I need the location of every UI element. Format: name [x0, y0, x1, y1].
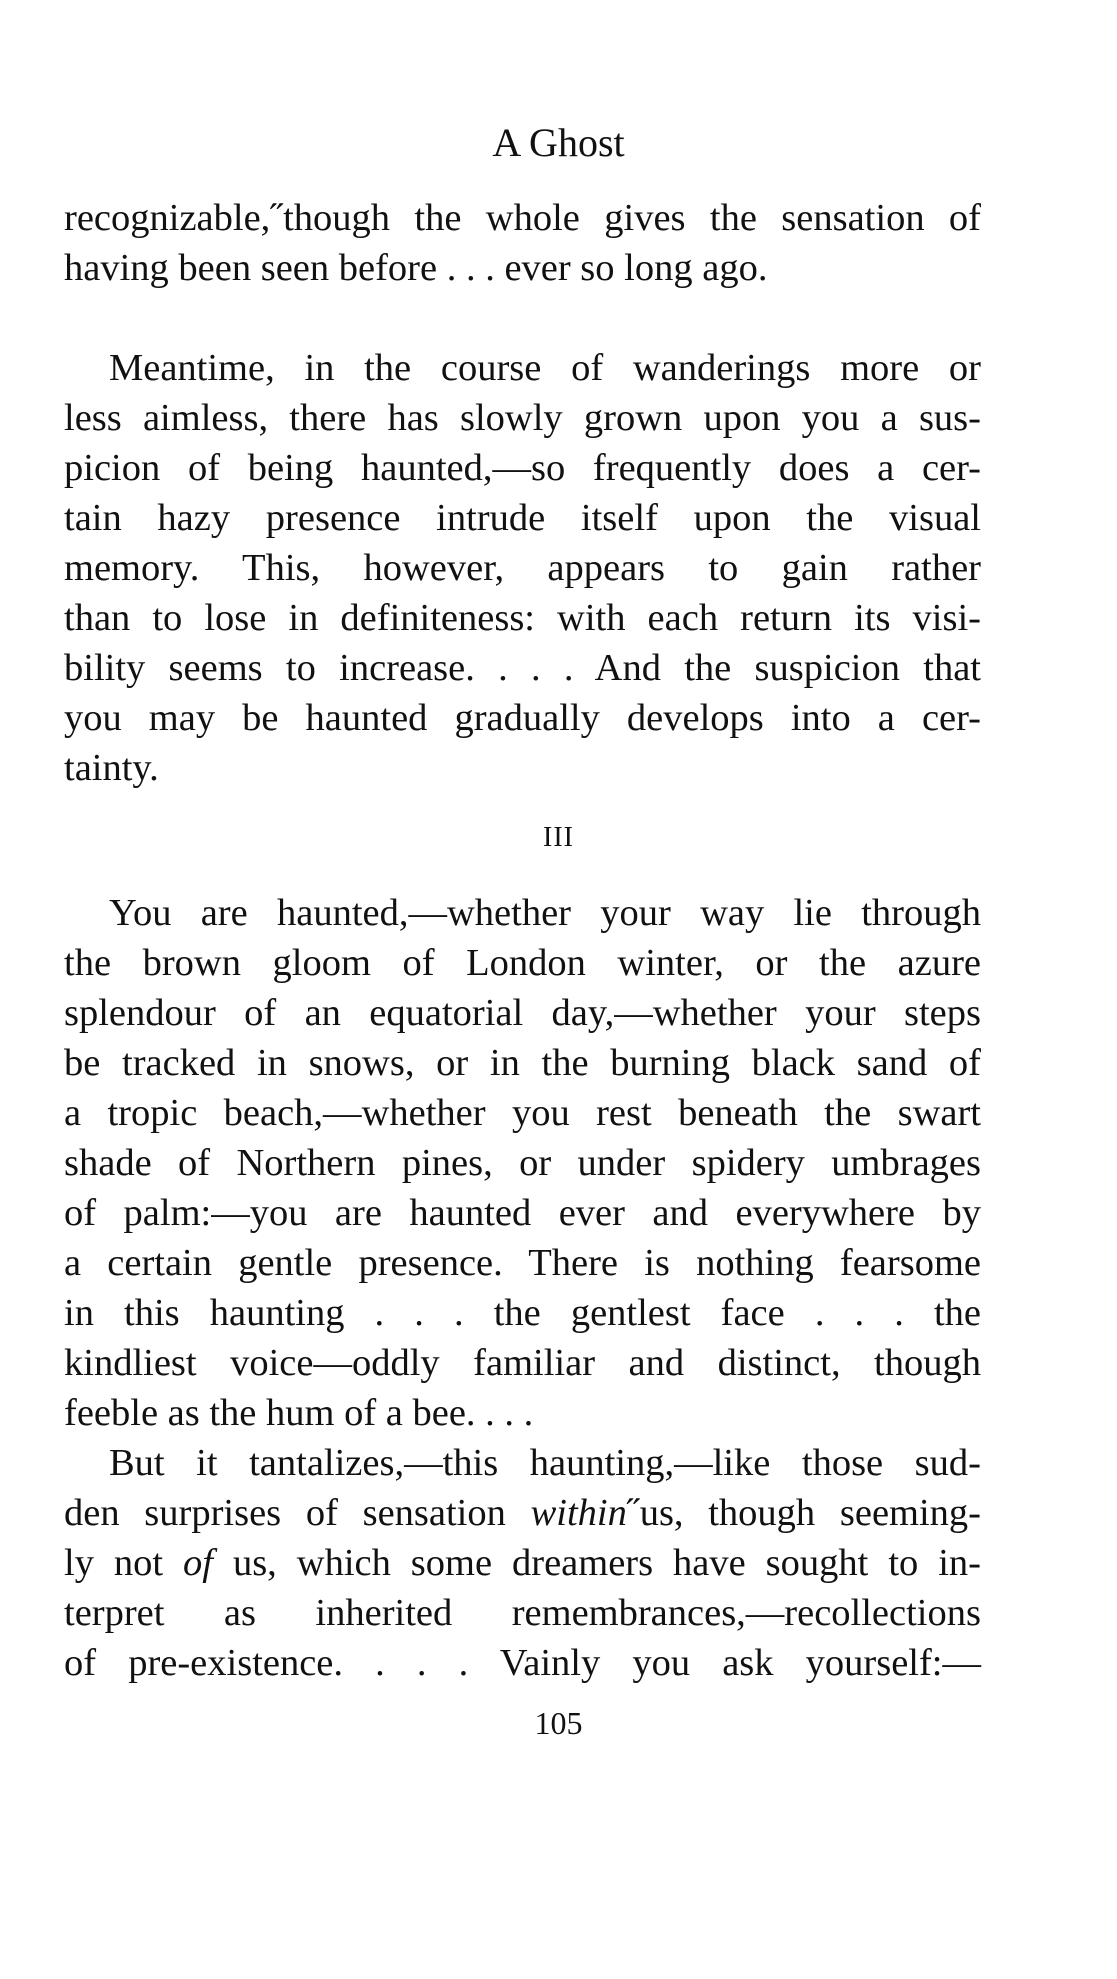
text-line: of pre-existence. . . . Vainly you ask yourself:—	[64, 1642, 981, 1684]
text-line: the brown gloom of London winter, or the azure	[64, 942, 981, 984]
text-line: of palm:—you are haunted ever and everywhere by	[64, 1192, 981, 1234]
text-line: recognizable,˝though the whole gives the sensation of	[64, 197, 981, 239]
text-line: tain hazy presence intrude itself upon the visual	[64, 497, 981, 539]
print-mark: ˝	[626, 1492, 640, 1534]
italic-word: within	[530, 1492, 627, 1534]
text-line: terpret as inherited remembrances,—recollections	[64, 1592, 981, 1634]
text-line: a tropic beach,—whether you rest beneath the swart	[64, 1092, 981, 1134]
text-line: in this haunting . . . the gentlest face . . . the	[64, 1292, 981, 1334]
paragraph-continued	[64, 193, 981, 293]
text-line: having been seen before . . . ever so long ago.	[64, 247, 768, 289]
paragraph-haunted	[64, 888, 981, 1438]
text-line: a certain gentle presence. There is nothing fearsome	[64, 1242, 981, 1284]
text-run: us, which some dreamers have sought to in-	[213, 1542, 981, 1584]
text-line: you may be haunted gradually develops into a cer-	[64, 697, 981, 739]
text-line: than to lose in definiteness: with each return its visi-	[64, 597, 981, 639]
text-line: bility seems to increase. . . . And the suspicion that	[64, 647, 981, 689]
text-line: picion of being haunted,—so frequently does a cer-	[64, 447, 981, 489]
text-line: feeble as the hum of a bee. . . .	[64, 1392, 534, 1434]
text-run: den surprises of sensation	[64, 1492, 531, 1534]
text-line: less aimless, there has slowly grown upon you a sus-	[64, 397, 981, 439]
text-line	[64, 1538, 981, 1588]
text-line: shade of Northern pines, or under spidery umbrages	[64, 1142, 981, 1184]
text-line: memory. This, however, appears to gain rather	[64, 547, 981, 589]
italic-word: of	[183, 1542, 213, 1584]
text-line: be tracked in snows, or in the burning black sand of	[64, 1042, 981, 1084]
text-line: You are haunted,—whether your way lie through	[109, 892, 981, 934]
section-numeral: III	[543, 822, 574, 853]
running-title: A Ghost	[492, 120, 625, 165]
text-run: us, though seeming-	[639, 1492, 981, 1534]
page-number: 105	[534, 1705, 583, 1741]
text-line: tainty.	[64, 747, 159, 789]
text-line: kindliest voice—oddly familiar and distinct, though	[64, 1342, 981, 1384]
text-line	[64, 1488, 981, 1538]
paragraph-tantalizes	[64, 1438, 981, 1688]
text-run: ly not	[64, 1542, 184, 1584]
text-line: splendour of an equatorial day,—whether your steps	[64, 992, 981, 1034]
text-line: Meantime, in the course of wanderings more or	[109, 347, 981, 389]
paragraph-meantime	[64, 343, 981, 793]
text-line: But it tantalizes,—this haunting,—like those sud-	[109, 1442, 981, 1484]
